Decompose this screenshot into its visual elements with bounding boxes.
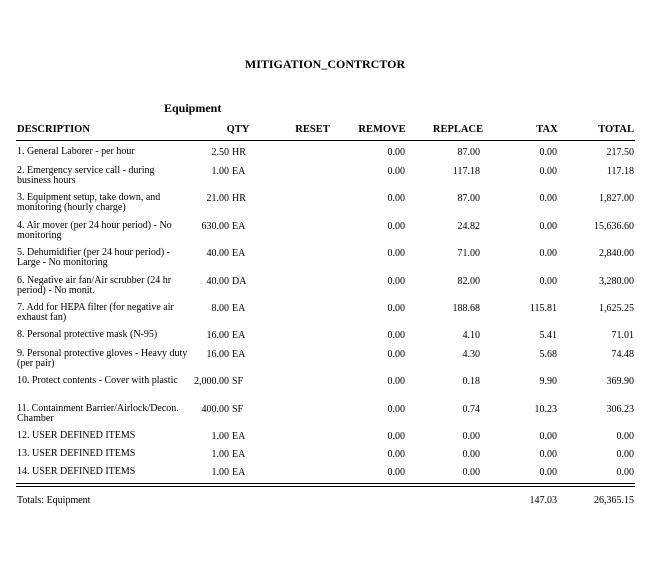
row-description: 11. Containment Barrier/Airlock/Decon. Chamber <box>17 403 179 424</box>
section-heading: Equipment <box>164 101 222 115</box>
row-tax: 0.00 <box>539 166 557 177</box>
document-title: MITIGATION_CONTRCTOR <box>244 57 406 71</box>
totals-total: 26,365.15 <box>594 495 634 506</box>
row-replace: 71.00 <box>457 248 480 259</box>
row-replace: 0.00 <box>462 467 480 478</box>
row-unit: EA <box>232 431 246 442</box>
row-total: 0.00 <box>616 467 634 478</box>
row-remove: 0.00 <box>387 349 405 360</box>
row-qty: 2,000.00 <box>194 376 229 387</box>
row-unit: HR <box>232 193 246 204</box>
row-qty: 400.00 <box>201 404 229 415</box>
row-total: 369.90 <box>606 376 634 387</box>
row-qty: 8.00 <box>211 303 229 314</box>
row-qty: 1.00 <box>211 467 229 478</box>
row-description: 14. USER DEFINED ITEMS <box>17 466 136 477</box>
row-qty: 630.00 <box>201 221 229 232</box>
row-total: 3,280.00 <box>599 276 634 287</box>
row-tax: 0.00 <box>539 467 557 478</box>
row-unit: SF <box>232 404 244 415</box>
column-header-qty: QTY <box>226 124 250 135</box>
row-unit: EA <box>232 248 246 259</box>
row-tax: 0.00 <box>539 248 557 259</box>
row-remove: 0.00 <box>387 330 405 341</box>
row-tax: 0.00 <box>539 276 557 287</box>
row-remove: 0.00 <box>387 147 405 158</box>
row-remove: 0.00 <box>387 467 405 478</box>
totals-tax: 147.03 <box>529 495 557 506</box>
column-header-replace: REPLACE <box>432 124 484 135</box>
row-description: 4. Air mover (per 24 hour period) - No monitoring <box>17 220 172 241</box>
row-unit: SF <box>232 376 244 387</box>
row-qty: 40.00 <box>206 276 229 287</box>
row-replace: 0.00 <box>462 449 480 460</box>
row-total: 0.00 <box>616 431 634 442</box>
row-remove: 0.00 <box>387 221 405 232</box>
row-remove: 0.00 <box>387 449 405 460</box>
row-remove: 0.00 <box>387 193 405 204</box>
row-qty: 21.00 <box>206 193 229 204</box>
row-replace: 4.30 <box>462 349 480 360</box>
row-unit: EA <box>232 449 246 460</box>
row-replace: 82.00 <box>457 276 480 287</box>
row-tax: 0.00 <box>539 193 557 204</box>
row-total: 0.00 <box>616 449 634 460</box>
row-total: 117.18 <box>606 166 634 177</box>
row-tax: 10.23 <box>534 404 557 415</box>
row-unit: EA <box>232 330 246 341</box>
row-replace: 87.00 <box>457 147 480 158</box>
row-unit: EA <box>232 303 246 314</box>
row-total: 71.01 <box>611 330 634 341</box>
row-description: 2. Emergency service call - during business hours <box>17 165 155 186</box>
row-description: 3. Equipment setup, take down, and monitoring (hourly charge) <box>17 192 161 213</box>
column-header-tax: TAX <box>536 124 558 135</box>
column-header-remove: REMOVE <box>358 124 406 135</box>
row-replace: 4.10 <box>462 330 480 341</box>
row-replace: 87.00 <box>457 193 480 204</box>
row-replace: 0.18 <box>462 376 480 387</box>
row-qty: 40.00 <box>206 248 229 259</box>
row-description: 1. General Laborer - per hour <box>17 146 135 157</box>
row-replace: 0.74 <box>462 404 480 415</box>
row-remove: 0.00 <box>387 303 405 314</box>
row-total: 74.48 <box>611 349 634 360</box>
table-header <box>0 124 650 138</box>
totals-divider-bottom <box>16 486 635 487</box>
row-description: 8. Personal protective mask (N-95) <box>17 329 158 340</box>
row-unit: EA <box>232 467 246 478</box>
column-header-description: DESCRIPTION <box>17 124 90 135</box>
row-total: 1,625.25 <box>599 303 634 314</box>
row-description: 9. Personal protective gloves - Heavy duty (per pair) <box>17 348 188 369</box>
row-tax: 5.41 <box>539 330 557 341</box>
row-description: 5. Dehumidifier (per 24 hour period) - Large - No monitoring <box>17 247 171 268</box>
totals-divider-top <box>16 483 635 484</box>
row-tax: 0.00 <box>539 221 557 232</box>
row-remove: 0.00 <box>387 431 405 442</box>
totals-label: Totals: Equipment <box>17 495 91 506</box>
row-tax: 0.00 <box>539 431 557 442</box>
row-qty: 16.00 <box>206 349 229 360</box>
row-total: 306.23 <box>606 404 634 415</box>
row-tax: 115.81 <box>529 303 557 314</box>
row-remove: 0.00 <box>387 404 405 415</box>
row-description: 7. Add for HEPA filter (for negative air exhaust fan) <box>17 302 174 323</box>
row-unit: EA <box>232 221 246 232</box>
column-header-reset: RESET <box>295 124 330 135</box>
row-remove: 0.00 <box>387 248 405 259</box>
row-unit: HR <box>232 147 246 158</box>
row-replace: 117.18 <box>452 166 480 177</box>
row-tax: 5.68 <box>539 349 557 360</box>
row-remove: 0.00 <box>387 276 405 287</box>
row-replace: 24.82 <box>457 221 480 232</box>
row-replace: 0.00 <box>462 431 480 442</box>
row-qty: 1.00 <box>211 166 229 177</box>
row-total: 217.50 <box>606 147 634 158</box>
row-total: 15,636.60 <box>594 221 634 232</box>
row-qty: 1.00 <box>211 431 229 442</box>
row-qty: 16.00 <box>206 330 229 341</box>
row-total: 1,827.00 <box>599 193 634 204</box>
row-remove: 0.00 <box>387 376 405 387</box>
header-divider <box>16 140 635 141</box>
row-description: 6. Negative air fan/Air scrubber (24 hr period) - No monit. <box>17 275 172 296</box>
row-tax: 0.00 <box>539 147 557 158</box>
row-description: 12. USER DEFINED ITEMS <box>17 430 136 441</box>
row-tax: 0.00 <box>539 449 557 460</box>
row-total: 2,840.00 <box>599 248 634 259</box>
column-header-total: TOTAL <box>598 124 634 135</box>
row-unit: DA <box>232 276 247 287</box>
row-description: 13. USER DEFINED ITEMS <box>17 448 136 459</box>
row-unit: EA <box>232 166 246 177</box>
row-remove: 0.00 <box>387 166 405 177</box>
row-replace: 188.68 <box>452 303 480 314</box>
row-description: 10. Protect contents - Cover with plastic <box>17 375 178 386</box>
row-qty: 2.50 <box>211 147 229 158</box>
row-tax: 9.90 <box>539 376 557 387</box>
row-unit: EA <box>232 349 246 360</box>
row-qty: 1.00 <box>211 449 229 460</box>
